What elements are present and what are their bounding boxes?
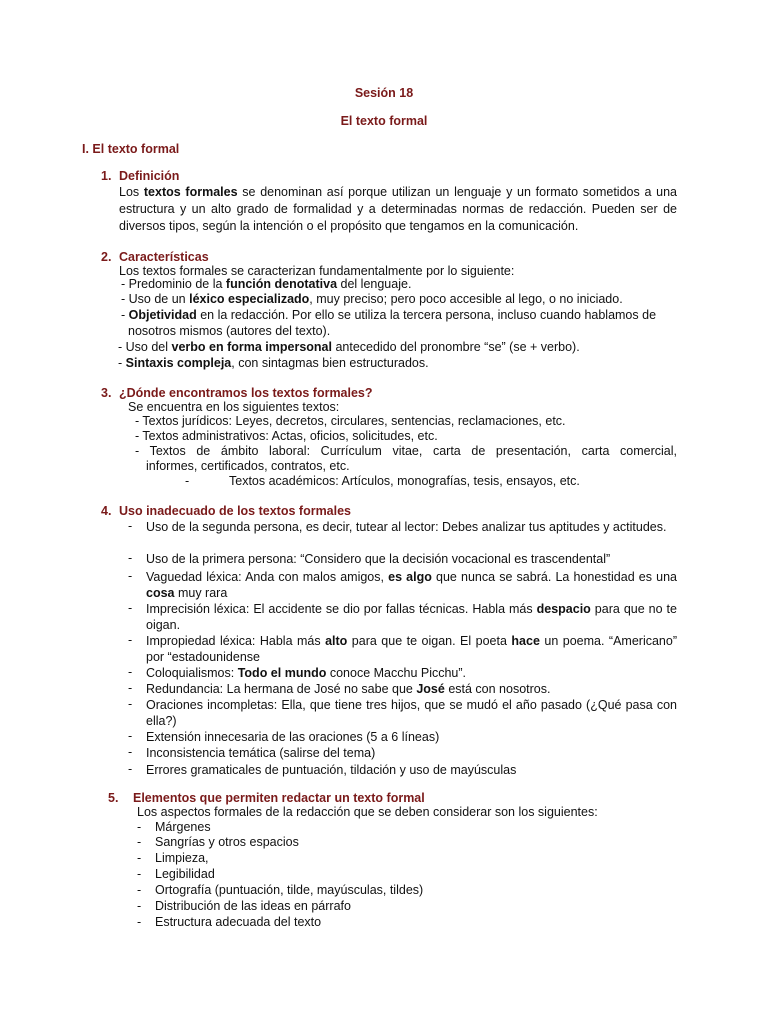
s1-paragraph: Los textos formales se denominan así porque utilizan un lenguaje y un formato sometidos a una estructura y un alto grado de formalidad y a determinadas normas de redacción. Pueden ser de diversos tipos, según la intención o el propósito que tengamos en la comunicación.	[119, 185, 677, 233]
list-item-text: Ortografía (puntuación, tilde, mayúsculas, tildes)	[155, 883, 424, 897]
s3-item: Textos académicos: Artículos, monografías, tesis, ensayos, etc.	[229, 474, 580, 488]
s3-number: 3.	[101, 386, 112, 400]
list-item	[137, 883, 424, 898]
s2-item-cont: nosotros mismos (autores del texto).	[128, 324, 331, 338]
list-dash: -	[137, 851, 142, 865]
list-item-text: Márgenes	[155, 820, 211, 834]
s2-heading: Características	[119, 250, 209, 264]
s3-heading: ¿Dónde encontramos los textos formales?	[119, 386, 373, 400]
s1-heading: Definición	[119, 169, 180, 183]
list-item-text: Distribución de las ideas en párrafo	[155, 899, 351, 913]
s2-item: - Predominio de la función denotativa del lenguaje.	[121, 277, 412, 291]
list-dash: -	[137, 899, 142, 913]
list-item	[137, 820, 211, 835]
list-item	[137, 851, 209, 866]
document-title: El texto formal	[340, 114, 428, 128]
s2-item: - Uso del verbo en forma impersonal antecedido del pronombre “se” (se + verbo).	[118, 340, 580, 354]
list-dash: -	[137, 883, 142, 897]
list-item-text: Legibilidad	[155, 867, 215, 881]
s4-number: 4.	[101, 504, 112, 518]
list-dash: -	[137, 915, 142, 929]
list-item	[137, 867, 215, 882]
list-item-text: Sangrías y otros espacios	[155, 835, 299, 849]
list-item	[137, 835, 299, 850]
list-item-text: Estructura adecuada del texto	[155, 915, 322, 929]
s2-item: - Objetividad en la redacción. Por ello se utiliza la tercera persona, incluso cuando hablamos de	[121, 308, 657, 322]
s5-intro: Los aspectos formales de la redacción que se deben considerar son los siguientes:	[137, 805, 598, 819]
s3-item: - Textos de ámbito laboral: Currículum vitae, carta de presentación, carta comercial,	[135, 444, 677, 458]
s2-item: - Uso de un léxico especializado, muy preciso; pero poco accesible al lego, o no iniciado.	[121, 292, 623, 306]
s3-item-cont: informes, certificados, contratos, etc.	[146, 459, 350, 473]
s1-number: 1.	[101, 169, 112, 183]
s3-item: - Textos jurídicos: Leyes, decretos, circulares, sentencias, reclamaciones, etc.	[135, 414, 566, 428]
s4-heading: Uso inadecuado de los textos formales	[119, 504, 352, 518]
list-dash: -	[137, 820, 142, 834]
list-dash: -	[137, 867, 142, 881]
list-item	[137, 915, 322, 930]
section-heading: I. El texto formal	[82, 142, 180, 156]
list-item	[137, 899, 351, 914]
s2-item: - Sintaxis compleja, con sintagmas bien estructurados.	[118, 356, 429, 370]
s2-intro: Los textos formales se caracterizan fundamentalmente por lo siguiente:	[119, 264, 515, 278]
s5-number: 5.	[108, 791, 119, 805]
s3-item-dash: -	[185, 474, 190, 488]
s2-number: 2.	[101, 250, 112, 264]
session-title: Sesión 18	[354, 86, 414, 100]
list-item-text: Limpieza,	[155, 851, 209, 865]
s3-item: - Textos administrativos: Actas, oficios, solicitudes, etc.	[135, 429, 438, 443]
s3-intro: Se encuentra en los siguientes textos:	[128, 400, 340, 414]
list-dash: -	[137, 835, 142, 849]
s5-heading: Elementos que permiten redactar un texto formal	[133, 791, 425, 805]
